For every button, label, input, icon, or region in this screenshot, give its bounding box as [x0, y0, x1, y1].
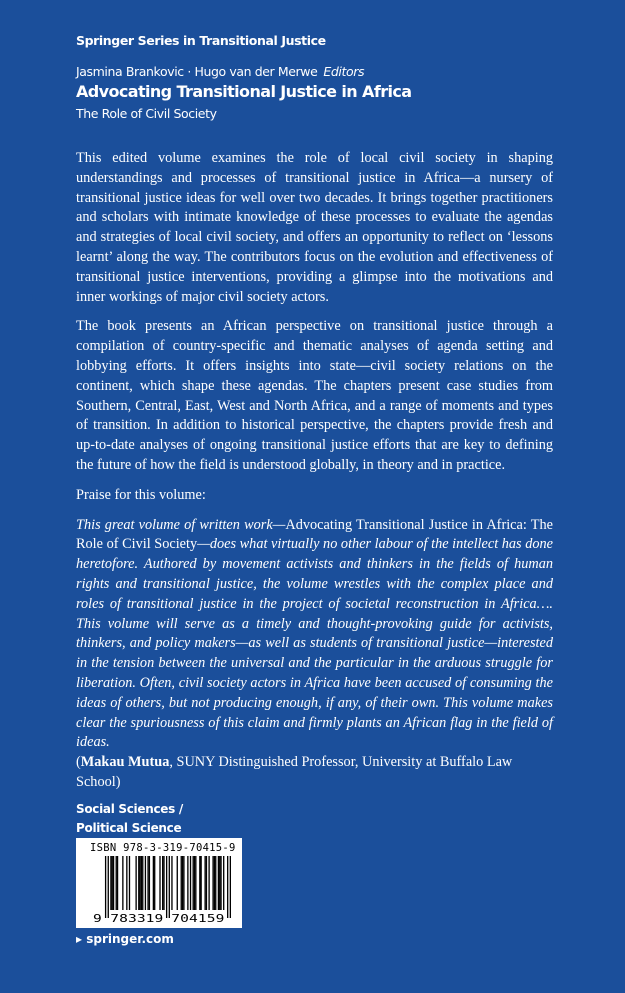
barcode-bar [181, 856, 182, 910]
barcode-bar [200, 856, 201, 910]
barcode-bar [112, 856, 113, 910]
barcode-bar [169, 856, 170, 918]
barcode-bar [141, 856, 142, 910]
barcode-bar [116, 856, 117, 910]
quote-part-2: —does what virtually no other labour of the intellect has done heretofore. Authored by movement activists and thinkers in the fields of human rights and transitional justice, the volume wrestles with the complex place and roles of transitional justice in the project of societal reconstruction in Africa…. This volume will serve as a timely and thought-provoking guide for activists, thinkers, and policy makers—as well as students of transitional justice—interested in the tension between the universal and the particular in the arduous struggle for liberation. Often, civil society actors in Africa have been accused of consuming the ideas of others, but not producing enough, if any, of their own. This volume makes clear the spuriousness of this claim and firmly plants an African flag in the field of ideas. [76, 536, 553, 751]
barcode-bar [126, 856, 127, 910]
editor-names: Jasmina Brankovic · Hugo van der Merwe [76, 64, 318, 79]
barcode-bar [105, 856, 106, 918]
barcode-bar [206, 856, 207, 910]
barcode-bar [113, 856, 114, 910]
barcode-bar [108, 856, 109, 918]
barcode-digits: 9 [93, 912, 102, 924]
book-subtitle: The Role of Civil Society [76, 106, 217, 121]
barcode-bar [163, 856, 164, 910]
quote-part-1: This great volume of written work— [76, 516, 286, 533]
barcode-bar [223, 856, 224, 910]
praise-quote [76, 516, 553, 754]
barcode-bar [187, 856, 188, 910]
barcode-bar [110, 856, 111, 910]
book-title: Advocating Transitional Justice in Africa [76, 82, 412, 101]
website-link[interactable] [76, 932, 174, 946]
barcode-bar [129, 856, 130, 910]
barcode-bar [230, 856, 231, 918]
attribution-affiliation: , SUNY Distinguished Professor, University at Buffalo Law School) [76, 754, 513, 790]
arrow-icon: ▸ [76, 932, 83, 946]
barcode-bar [166, 856, 167, 918]
blurb-paragraph-2: The book presents an African perspective on transitional justice through a compilation of country-specific and thematic analyses of agenda setting and lobbying efforts. It offers insights into state—civil society relations on the continent, which shape these agendas. The chapters present case studies from Southern, Central, East, West and North Africa, and a range of moments and types of transition. In addition to historical perspective, the chapters provide fresh and up-to-date analyses of ongoing transitional justice efforts that are key to defining the future of how the field is understood globally, in theory and in practice. [76, 318, 553, 473]
barcode-bar [149, 856, 150, 910]
series-name: Springer Series in Transitional Justice [76, 33, 326, 48]
barcode-bar [212, 856, 213, 910]
barcode-digits: 704159 [171, 912, 225, 924]
barcode-bar [177, 856, 178, 910]
barcode-bar [219, 856, 220, 910]
blurb-paragraph-1: This edited volume examines the role of local civil society in shaping understandings and processes of transitional justice in Africa—a nursery of transitional justice ideas for well over two decades. It brings together practitioners and scholars with intimate knowledge of these processes to evaluate the agendas and strategies of local civil society, and offers an opportunity to reflect on ‘lessons learnt’ along the way. The contributors focus on the evolution and effectiveness of transitional justice interventions, providing a glimpse into the motivations and inner workings of major civil society actors. [76, 150, 553, 305]
isbn-label: ISBN 978-3-319-70415-9 [90, 842, 236, 854]
quote-book-title: Advocating Transitional Justice in Africa: The Role of Civil Society [76, 516, 553, 553]
attribution-name: Makau Mutua [80, 754, 170, 771]
website-url: springer.com [86, 932, 174, 946]
barcode-bar [193, 856, 194, 910]
barcode-bar [139, 856, 140, 910]
barcode-bar [162, 856, 163, 910]
praise-heading: Praise for this volume: [76, 486, 206, 503]
barcode-bar [159, 856, 160, 910]
barcode-bar [208, 856, 209, 910]
barcode-bar [214, 856, 215, 910]
barcode-bar [182, 856, 183, 910]
barcode-bar [117, 856, 118, 910]
editors [76, 64, 364, 79]
blurb [76, 149, 553, 803]
barcode-bar [218, 856, 219, 910]
barcode-bar [145, 856, 146, 910]
barcode-bar [135, 856, 136, 910]
editors-role: Editors [323, 64, 365, 79]
barcode-bar [215, 856, 216, 910]
barcode-bar [194, 856, 195, 910]
barcode-bar [171, 856, 172, 910]
isbn-barcode [76, 838, 242, 928]
subject-category: Social Sciences / Political Science [76, 802, 183, 835]
barcode-digits: 783319 [110, 912, 164, 924]
barcode-bar [204, 856, 205, 910]
barcode-bar [195, 856, 196, 910]
barcode-bar [227, 856, 228, 918]
barcode-bar [142, 856, 143, 910]
barcode-bar [153, 856, 154, 910]
barcode-bar [154, 856, 155, 910]
barcode-bar [190, 856, 191, 910]
barcode-bar [183, 856, 184, 910]
barcode-bar [147, 856, 148, 910]
barcode-bars [93, 856, 231, 924]
barcode-bar [199, 856, 200, 910]
barcode-bar [122, 856, 123, 910]
quote-attribution: (Makau Mutua, SUNY Distinguished Professor, University at Buffalo Law School) [76, 754, 513, 790]
barcode-bar [138, 856, 139, 910]
barcode-bar [220, 856, 221, 910]
